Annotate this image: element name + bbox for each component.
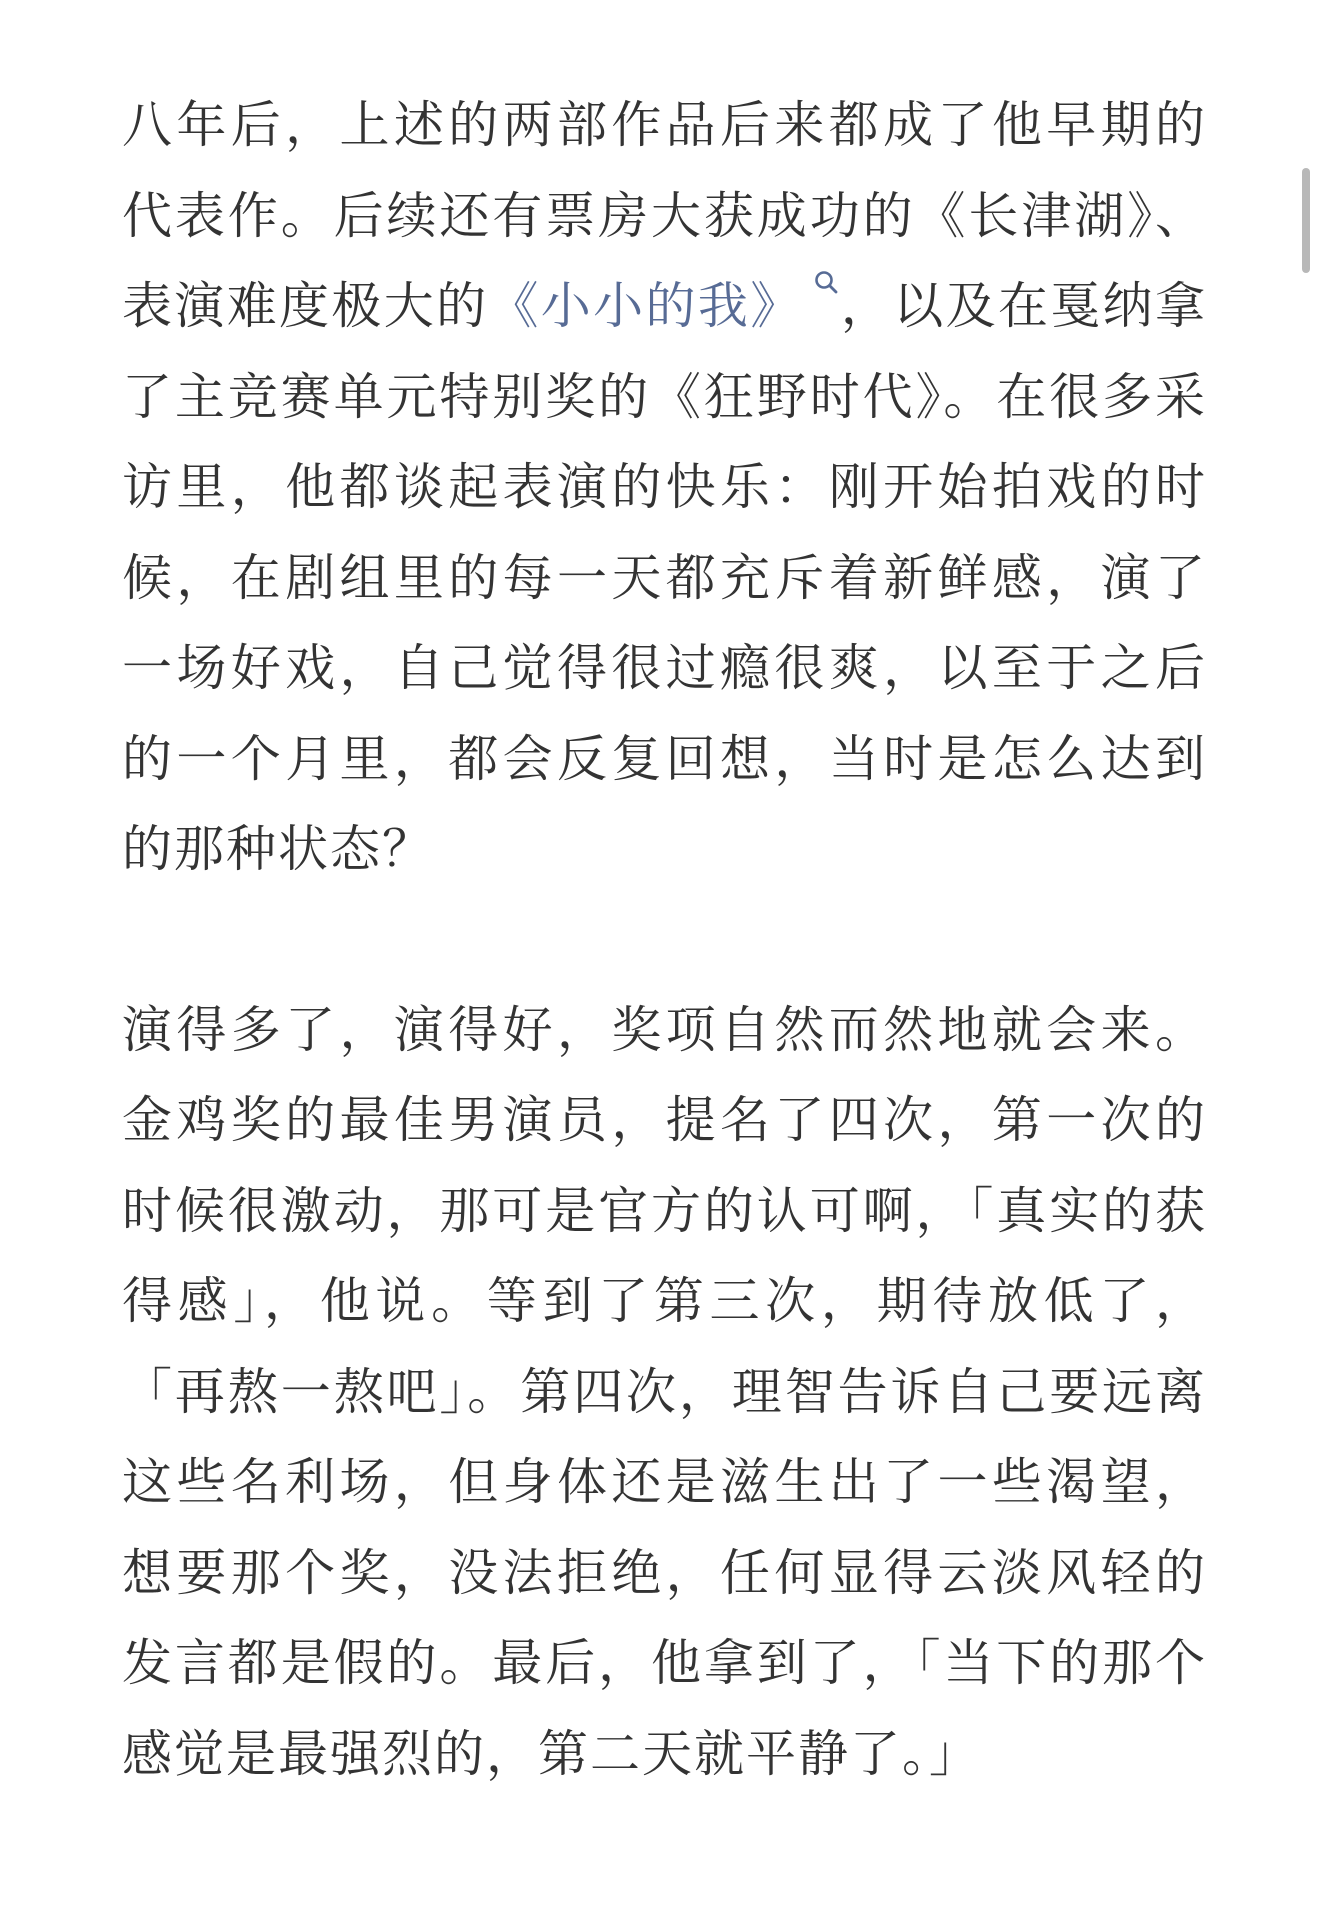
search-link-xiaoxiao-de-wo[interactable] xyxy=(488,277,840,335)
article-paragraph-1 xyxy=(122,80,1207,895)
search-link-text[interactable]: 《小小的我》 xyxy=(488,277,803,335)
article-paragraph-2: 演得多了，演得好，奖项自然而然地就会来。金鸡奖的最佳男演员，提名了四次，第一次的时候很激动，那可是官方的认可啊，「真实的获得感」，他说。等到了第三次，期待放低了，「再熬一熬吧」。第四次，理智告诉自己要远离这些名利场，但身体还是滋生出了一些渴望，想要那个奖，没法拒绝，任何显得云淡风轻的发言都是假的。最后，他拿到了，「当下的那个感觉是最强烈的，第二天就平静了。」 xyxy=(122,1000,1207,1783)
paragraph-text: 八年后，上述的两部作品后来都成了他早期的代表作。后续还有票房大获成功的《长津湖》、表演难度极大的 xyxy=(122,96,1207,335)
paragraph-text: ，以及在戛纳拿了主竞赛单元特别奖的《狂野时代》。在很多采访里，他都谈起表演的快乐：刚开始拍戏的时候，在剧组里的每一天都充斥着新鲜感，演了一场好戏，自己觉得很过瘾很爽，以至于之后的一个月里，都会反复回想，当时是怎么达到的那种状态？ xyxy=(122,277,1208,878)
search-icon[interactable] xyxy=(813,269,839,295)
scrollbar-thumb[interactable] xyxy=(1302,168,1310,273)
article-body xyxy=(122,80,1207,1799)
